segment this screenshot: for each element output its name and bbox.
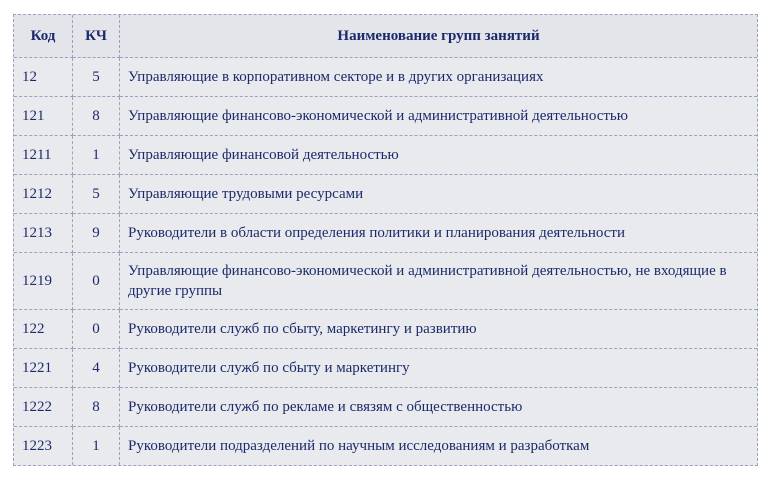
header-name: Наименование групп занятий [120, 15, 757, 58]
table-header [14, 15, 757, 58]
table-row [14, 58, 757, 97]
cell-name: Управляющие финансово-экономической и административной деятельностью [120, 97, 757, 136]
table-row [14, 136, 757, 175]
cell-name: Управляющие в корпоративном секторе и в других организациях [120, 58, 757, 97]
cell-kch: 8 [73, 97, 120, 136]
header-code: Код [14, 15, 73, 58]
cell-name: Руководители служб по сбыту, маркетингу и развитию [120, 310, 757, 349]
occupation-groups-table-container [13, 14, 758, 466]
header-row [14, 15, 757, 58]
cell-name: Управляющие финансовой деятельностью [120, 136, 757, 175]
cell-kch: 0 [73, 310, 120, 349]
table-row [14, 310, 757, 349]
cell-code: 1219 [14, 253, 73, 310]
table-row [14, 253, 757, 310]
cell-name: Управляющие финансово-экономической и административной деятельностью, не входящие в другие группы [120, 253, 757, 310]
table-row [14, 349, 757, 388]
header-kch: КЧ [73, 15, 120, 58]
cell-name: Руководители служб по рекламе и связям с общественностью [120, 388, 757, 427]
cell-code: 1223 [14, 427, 73, 465]
cell-name: Руководители служб по сбыту и маркетингу [120, 349, 757, 388]
cell-code: 122 [14, 310, 73, 349]
cell-kch: 4 [73, 349, 120, 388]
cell-kch: 8 [73, 388, 120, 427]
cell-code: 121 [14, 97, 73, 136]
cell-kch: 0 [73, 253, 120, 310]
cell-kch: 5 [73, 175, 120, 214]
table-row [14, 388, 757, 427]
table-row [14, 427, 757, 465]
cell-kch: 1 [73, 136, 120, 175]
table-row [14, 97, 757, 136]
cell-kch: 1 [73, 427, 120, 465]
cell-kch: 5 [73, 58, 120, 97]
table-row [14, 214, 757, 253]
cell-code: 1221 [14, 349, 73, 388]
cell-kch: 9 [73, 214, 120, 253]
occupation-groups-table [13, 14, 758, 466]
cell-name: Руководители в области определения политики и планирования деятельности [120, 214, 757, 253]
cell-code: 12 [14, 58, 73, 97]
table-body [14, 58, 757, 465]
cell-code: 1211 [14, 136, 73, 175]
cell-name: Руководители подразделений по научным исследованиям и разработкам [128, 437, 590, 454]
table-row [14, 175, 757, 214]
cell-code: 1222 [14, 388, 73, 427]
cell-code: 1213 [14, 214, 73, 253]
cell-name: Управляющие трудовыми ресурсами [120, 175, 757, 214]
cell-code: 1212 [14, 175, 73, 214]
